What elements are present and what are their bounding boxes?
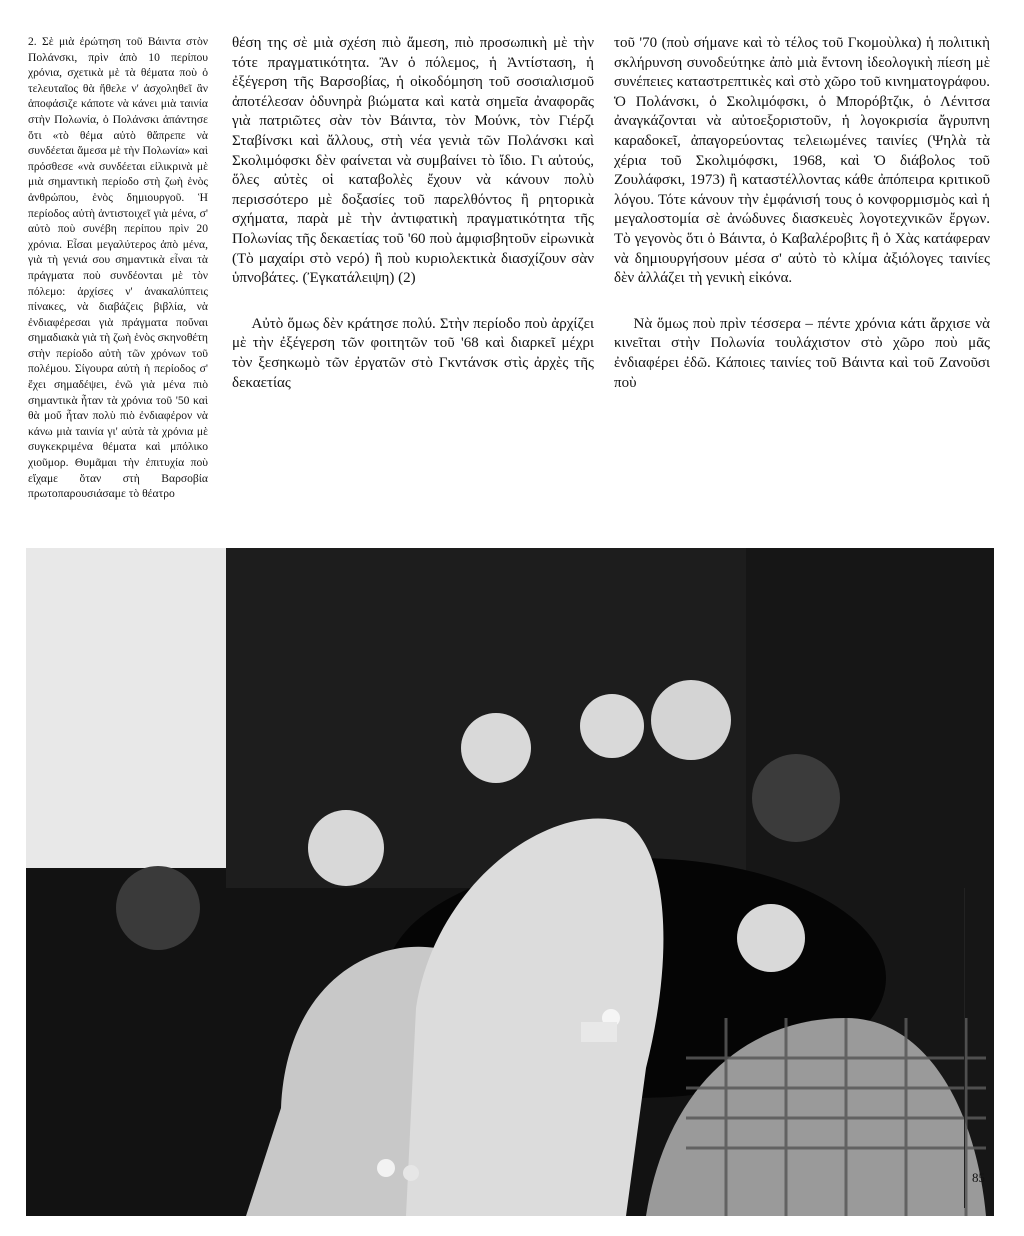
article-paragraph: τοῦ '70 (ποὺ σήμανε καὶ τὸ τέλος τοῦ Γκομοὺλκα) ἡ πολιτικὴ σκλήρυνση συνοδεύτηκε ἀπὸ μιὰ ἔντονη ἰδεολογικὴ πίεση μὲ συνέπειες καταστρεπτικὲς καὶ στὸ χῶρο τοῦ κινηματογράφου. Ὁ Πολάνσκι, ὁ Σκολιμόφσκι, ὁ Μπορόβτζικ, ὁ Λένιτσα ἀναγκάζονται νὰ αὐτοεξοριστοῦν, ἡ λογοκρισία ἄγρυπνη καραδοκεῖ, ἀπαγορεύοντας τελειωμένες ταινίες (Ψηλὰ τὰ χέρια τοῦ Σκολιμόφσκι, 1968, καὶ Ὁ διάβολος τοῦ Ζουλάφσκι, 1973) ἢ καταστέλλοντας κάθε ἀπόπειρα κριτικοῦ λόγου. Τότε κάνουν τὴν ἐμφάνισή τους ὁ κονφορμισμὸς καὶ ἡ μεγαλοστομία σὲ ἀνώδυνες διασκευὲς λογοτεχνικῶν ἔργων. Τὸ γεγονὸς ὅτι ὁ Βάιντα, ὁ Καβαλέροβιτς ἢ ὁ Χὰς κατάφεραν νὰ δημιουργήσουν μέσα σ' αὐτὸ τὸ κλίμα ἀξιόλογες ταινίες δὲν ἀλλάζει τὴ γενικὴ εἰκόνα. [614, 35, 990, 287]
page-number: 85 [972, 1170, 985, 1185]
article-paragraph: Αὐτὸ ὅμως δὲν κράτησε πολύ. Στὴν περίοδο ποὺ ἀρχίζει μὲ τὴν ἐξέγερση τῶν φοιτητῶν τοῦ '68 καὶ διαρκεῖ μέχρι τὸν ξεσηκωμὸ τῶν ἐργατῶν στὸ Γκντάνσκ στὶς ἀρχὲς τῆς δεκαετίας [232, 315, 594, 391]
article-column-middle [232, 34, 594, 393]
article-column-right [614, 34, 990, 393]
group-photo [26, 548, 994, 1216]
side-note: 2. Σὲ μιὰ ἐρώτηση τοῦ Βάιντα στὸν Πολάνσκι, πρὶν ἀπὸ 10 περίπου χρόνια, σχετικὰ μὲ τὰ θέματα ποὺ ὁ τελευταῖος θὰ ἤθελε ν' ἀσχοληθεῖ ἂν ἀποφάσιζε κάποτε νὰ κάνει μιὰ ταινία στὴν Πολωνία, ὁ Πολάνσκι ἀπάντησε ὅτι «τὸ θέμα αὐτὸ θἄπρεπε νὰ συνδέεται ἄμεσα μὲ τὴν Πολωνία» καὶ πρόσθεσε «νὰ συνδέεται εἰλικρινὰ μὲ μιὰ σημαντικὴ περίοδο στὴ ζωὴ ἑνὸς ἀνθρώπου, ἑνὸς δημιουργοῦ. Ἡ περίοδος αὐτὴ ἀντιστοιχεῖ γιὰ μένα, σ' αὐτὸ ποὺ συνέβη περίπου πρὶν 20 χρόνια. Εἶσαι μεγαλύτερος ἀπὸ μένα, γιὰ τὴ γενιά σου σημαντικὰ εἶναι τὰ πράγματα ποὺ συνδέονται μὲ τὸν πόλεμο: ἀρχίσες ν' ἀνακαλύπτεις πίνακες, νὰ διαβάζεις βιβλία, νὰ ἐνδιαφέρεσαι γιὰ πράγματα ποὔναι σημαδιακὰ γιὰ τὴ ζωὴ ἑνὸς σκηνοθέτη στὴν περίοδο αὐτὴ τῶν χρόνων τοῦ πολέμου. Σίγουρα αὐτὴ ἡ περίοδος σ' ἔχει σημαδέψει, ἐνῶ γιὰ μένα πιὸ σημαντικὰ ἦταν τὰ χρόνια τοῦ '50 καὶ θὰ μοὔ ἦταν πολὺ πιὸ ἐνδιαφέρον νὰ κάνω μιὰ ταινία γι' αὐτὰ τὰ χρόνια μὲ συγκεκριμένα θέματα καὶ μπόλικο χιοῦμορ. Θυμᾶμαι τὴν ἐπιτυχία ποὺ εἴχαμε ὅταν στὴ Βαρσοβία πρωτοπαρουσιάσαμε τὸ θέατρο [28, 35, 208, 501]
article-paragraph: θέση της σὲ μιὰ σχέση πιὸ ἄμεση, πιὸ προσωπικὴ μὲ τὴν τότε πραγματικότητα. Ἂν ὁ πόλεμος, ἡ Ἀντίσταση, ἡ ἐξέγερση τῆς Βαρσοβίας, ἡ οἰκοδόμηση τοῦ σοσιαλισμοῦ ἀποτέλεσαν ὀδυνηρὰ βιώματα καὶ κατὰ σημεῖα ἀναφορᾶς γιὰ πατριῶτες σὰν τὸν Βάιντα, τὸν Μούνκ, τὸν Γιέρζι Σταβίνσκι καὶ ἄλλους, στὴ νέα γενιὰ τῶν Πολάνσκι καὶ Σκολιμόφσκι δὲν φαίνεται νὰ συμβαίνει τὸ ἴδιο. Γι αὐτούς, ὅλες αὐτὲς οἱ καταβολὲς ἔχουν νὰ κάνουν πολὺ περισσότερο μὲ δοξασίες τοῦ παρελθόντος ἢ ρητορικὰ σχήματα, παρὰ μὲ τὴν ἀντιφατικὴ πραγματικότητα τῆς Πολωνίας τῆς δεκαετίας τοῦ '60 ποὺ ἀμφισβητοῦν εἰρωνικὰ (Τὸ μαχαίρι στὸ νερό) ἢ ποὺ κυριολεκτικὰ διασχίζουν σὰν ὑπνοβάτες. (Ἐγκατάλειψη) (2) [232, 35, 594, 287]
article-paragraph: Νὰ ὅμως ποὺ πρὶν τέσσερα – πέντε χρόνια κάτι ἄρχισε νὰ κινεῖται στὴν Πολωνία τουλάχιστον στὸ χῶρο ποὺ μᾶς ἐνδιαφέρει ἐδῶ. Κάποιες ταινίες τοῦ Βάιντα καὶ τοῦ Ζανοῦσι ποὺ [614, 315, 990, 391]
frame-rule [964, 888, 965, 1208]
group-photo-illustration [26, 548, 994, 1216]
